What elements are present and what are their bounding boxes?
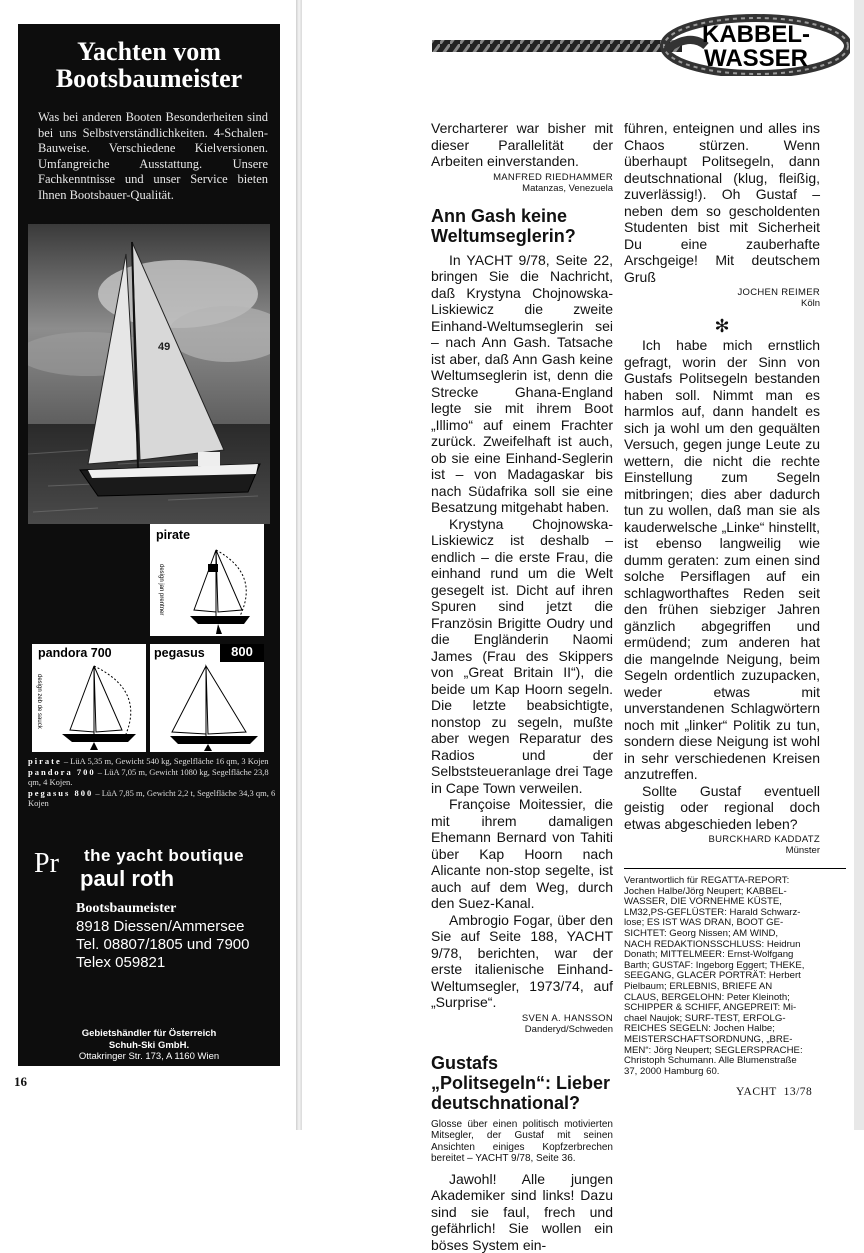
kabbelwasser-header [430,2,850,76]
signature-riedhammer: MANFRED RIEDHAMMER Matanzas, Venezuela [431,172,613,194]
spec-pirate: pirate – LüA 5,35 m, Gewicht 540 kg, Segelfläche 16 qm, 3 Kojen [28,756,276,767]
boutique-wordmark: the yacht boutique [84,846,244,866]
spec-pandora: pandora 700 – LüA 7,05 m, Gewicht 1080 kg, Segelfläche 23,8 qm, 4 Kojen. [28,767,276,788]
signature-kaddatz: BURCKHARD KADDATZ Münster [624,834,820,856]
pr-monogram [32,842,80,890]
signature-hansson: SVEN A. HANSSON Danderyd/Schweden [431,1013,613,1035]
ad-description: Was bei anderen Booten Besonderheiten sind bei uns Selbstverständlichkeiten. 4-Schalen-Bauweise. Verschiedene Kielversionen. Umfangreiche Ausstattung. Unsere Fachkenntnisse und unser Service bieten Ihnen Bootsbauer-Qualität. [38,110,268,203]
pirate-diagram: pirate design jan prentner [150,524,264,636]
pandora-diagram: pandora 700 design zeb de sauck [32,644,146,752]
sailboat-photo [28,224,270,524]
heading-gustaf: Gustafs „Politsegeln“: Lieber deutschnational? [431,1053,613,1113]
issue-number: 13/78 [784,1086,813,1098]
sail-number: 49 [158,341,170,353]
yacht-advertisement [18,24,280,1066]
ad-headline: Yachten vom Bootsbaumeister [18,38,280,92]
svg-text:Pr: Pr [34,848,60,879]
magazine-name: YACHT [736,1086,777,1098]
letter-paragraph: Krystyna Chojnowska-Liskiewicz ist deshalb – endlich – die erste Frau, die einhand rund um die Welt gesegelt ist. Dicht auf ihren Spuren sind jetzt die Französin Brigitte Oudry und die Engländerin Naomi James (Frau des Skippers von „Great Britain II“), die beide um Kap Hoorn segeln. Die letzte beabsichtigte, nonstop zu segeln, mußte aber wegen Reparatur des Radios und der Selbststeueranlage drei Tage in Cape Town verweilen. [431,516,613,797]
pegasus-number: 800 [220,644,264,662]
continued-letter: führen, enteignen und alles ins Chaos stürzen. Wenn überhaupt Politsegeln, dann deutschnational (klug, fleißig, zuverlässig!). Oh Gustaf – neben dem so gescholdenten Studenten bist mit Sicherheit Du eine zauberhafte Arschgeige! Mit deutschem Gruß [624,120,820,285]
letters-column-2 [624,120,820,856]
continued-letter: Vercharterer war bisher mit dieser Parallelität der Arbeiten einverstanden. [431,120,613,170]
letter-paragraph: Jawohl! Alle jungen Akademiker sind links! Dazu sind sie faul, frech und gefährlich! Sie wollen ein böses System ein- [431,1171,613,1253]
letter-paragraph: In YACHT 9/78, Seite 22, bringen Sie die Nachricht, daß Krystyna Chojnowska-Liskiewicz die zweite Einhand-Weltumseglerin sei – nach Ann Gash. Tatsache ist aber, daß Ann Gash keine Weltumseglerin ist, denn die Strecke Ghana-England legte sie mit ihrem Boot „Illimo“ auf einem Frachter zurück. Zweifelhaft ist auch, ob sie eine Einhand-Seglerin ist – von Madagaskar bis nach Südafrika soll sie eine Besatzung mitgehabt haben. [431,252,613,516]
gustaf-intro: Glosse über einen politisch motivierten Mitsegler, der Gustaf mit seinen Ansichten einiges Kopfzerbrechen bereitet – YACHT 9/78, Seite 36. [431,1119,613,1165]
spec-pegasus: pegasus 800 – LüA 7,85 m, Gewicht 2,2 t, Segelfläche 34,3 qm, 6 Kojen [28,788,276,809]
letter-paragraph: Sollte Gustaf eventuell geistig oder regional doch etwas abgeschieden leben? [624,783,820,833]
letter-paragraph: Françoise Moitessier, die mit ihrem damaligen Ehemann Bernard von Tahiti über Kap Hoorn nach Alicante non-stop segelte, ist auch auf dem Weg, durch den Suez-Kanal. [431,796,613,912]
company-logo [26,832,276,902]
letter-paragraph: Ambrogio Fogar, über den Sie auf Seite 188, YACHT 9/78, berichten, war der erste italienische Einhand-Weltumsegler, 1973/74, auf „Surprise“. [431,912,613,1011]
pegasus-diagram: pegasus 800 [150,644,264,752]
editorial-imprint: Verantwortlich für REGATTA-REPORT: Jochen Halbe/Jörg Neupert; KABBEL- WASSER, DIE VORNEHME KÜSTE, LM32,PS-GEFLÜSTER: Harald Schwarz- lose; ES IST WAS DRAN, BOOT GE- SICHTET: Georg Nissen; AM WIND, NACH REDAKTIONSSCHLUSS: Heidrun Donath; MITTELMEER: Ernst-Wolfgang Barth; GUSTAF: Ingeborg Eggert; THEKE, SEEGANG, GLACER PORTRÄT: Herbert Pielbaum; ERLEBNIS, BRIEFE AN CLAUS, BERGELOHN: Peter Kleinoth; SCHIPPER & SCHIFF, ANGEPREIT: Mi- chael Naujok; SURF-TEST, ERFOLG- REICHES SEGELN: Jochen Halbe; MEISTERSCHAFTSORDNUNG, „BRE- MEN“: Jörg Neupert; SEGLERSPRACHE: Christoph Schumann. Alle Blumenstraße 37, 2000 Hamburg 60. [624,876,846,1077]
kabbelwasser-logo-1: KABBEL- [702,21,810,48]
company-name: paul roth [80,866,174,892]
imprint-divider [624,868,846,869]
separator-asterisk: ✻ [624,317,820,335]
letters-column-1 [431,120,613,1253]
signature-reimer: JOCHEN REIMER Köln [624,287,820,309]
boat-specs [28,756,276,809]
heading-ann-gash: Ann Gash keine Weltumseglerin? [431,206,613,246]
kabbelwasser-logo-2: WASSER [704,45,808,72]
page-number-left: 16 [14,1074,27,1090]
dealer-info: Gebietshändler für Österreich Schuh-Ski GmbH. Ottakringer Str. 173, A 1160 Wien [18,1028,280,1063]
letter-paragraph: Ich habe mich ernstlich gefragt, worin der Sinn von Gustafs Politsegeln bestanden haben soll. Nimmt man es harmlos auf, dann handelt es sich ja wohl um den gequälten Versuch, gegen junge Leute zu wettern, die nicht die rechte Einstellung zum Segeln mitbringen; dies aber dadurch tun zu wollen, daß man sie als kauderwelsche „Linke“ hinstellt, ist ebenso langweilig wie dumm geraten: zum einen sind solche Persiflagen auf ein schlagworthaftes Reden seit den frühen siebziger Jahren gänzlich abgegriffen und ermüdend; zum anderen hat die mangelnde Neigung, beim Segeln ordentlich zuzupacken, weder etwas mit unverstandenen Schlagwörtern noch mit „linker“ Politik zu tun, sondern diese Neigung ist wohl in sehr verschiedenen Kreisen anzutreffen. [624,337,820,783]
page-footer [736,1086,812,1098]
page-spine [296,0,302,1130]
page-edge [854,0,864,1130]
contact-block: Bootsbaumeister 8918 Diessen/Ammersee Tel. 08807/1805 und 7900 Telex 059821 [76,900,276,972]
